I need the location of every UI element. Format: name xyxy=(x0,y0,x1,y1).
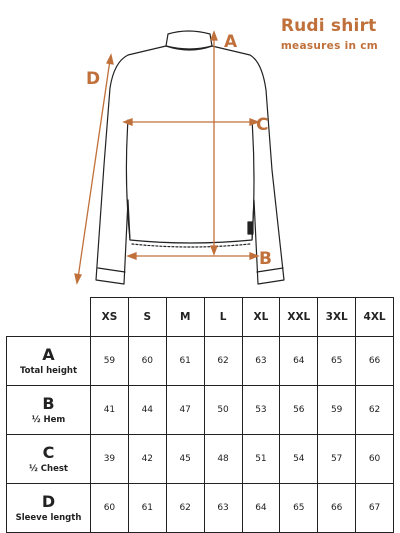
size-xl: XL xyxy=(242,298,280,337)
table-cell: 54 xyxy=(280,435,318,484)
size-3xl: 3XL xyxy=(318,298,356,337)
table-cell: 65 xyxy=(318,337,356,386)
table-cell: 57 xyxy=(318,435,356,484)
table-cell: 50 xyxy=(204,386,242,435)
table-cell: 48 xyxy=(204,435,242,484)
row-header-b xyxy=(7,386,91,435)
row-header-d xyxy=(7,484,91,533)
table-cell: 64 xyxy=(242,484,280,533)
table-cell: 39 xyxy=(91,435,129,484)
table-row xyxy=(7,337,394,386)
table-cell: 47 xyxy=(166,386,204,435)
table-cell: 60 xyxy=(128,337,166,386)
row-label: ½ Hem xyxy=(31,415,66,425)
table-row xyxy=(7,435,394,484)
table-cell: 67 xyxy=(356,484,394,533)
table-cell: 53 xyxy=(242,386,280,435)
table-cell: 62 xyxy=(204,337,242,386)
row-letter: C xyxy=(42,443,55,462)
table-cell: 66 xyxy=(318,484,356,533)
size-xxl: XXL xyxy=(280,298,318,337)
table-row xyxy=(7,386,394,435)
row-header-a xyxy=(7,337,91,386)
label-d: D xyxy=(86,69,101,89)
table-cell: 61 xyxy=(166,337,204,386)
table-cell: 42 xyxy=(128,435,166,484)
table-cell: 60 xyxy=(356,435,394,484)
table-cell: 41 xyxy=(91,386,129,435)
table-cell: 56 xyxy=(280,386,318,435)
corner-cell xyxy=(7,298,91,337)
table-cell: 45 xyxy=(166,435,204,484)
size-4xl: 4XL xyxy=(356,298,394,337)
row-letter: A xyxy=(42,345,55,364)
row-letter: B xyxy=(42,394,55,413)
table-cell: 51 xyxy=(242,435,280,484)
table-cell: 60 xyxy=(91,484,129,533)
size-table xyxy=(6,297,394,533)
size-s: S xyxy=(128,298,166,337)
table-cell: 62 xyxy=(166,484,204,533)
row-header-c xyxy=(7,435,91,484)
table-cell: 63 xyxy=(204,484,242,533)
label-a: A xyxy=(224,32,238,52)
row-label: Sleeve length xyxy=(15,513,82,523)
row-label: Total height xyxy=(19,366,78,376)
table-cell: 65 xyxy=(280,484,318,533)
label-c: C xyxy=(256,115,269,135)
shirt-outline-icon xyxy=(96,31,284,284)
size-xs: XS xyxy=(91,298,129,337)
table-cell: 44 xyxy=(128,386,166,435)
page-subtitle: measures in cm xyxy=(280,40,378,52)
size-header-row xyxy=(7,298,394,337)
table-cell: 59 xyxy=(91,337,129,386)
page-title: Rudi shirt xyxy=(280,16,377,36)
table-cell: 63 xyxy=(242,337,280,386)
label-b: B xyxy=(259,249,272,269)
table-cell: 64 xyxy=(280,337,318,386)
size-m: M xyxy=(166,298,204,337)
table-row xyxy=(7,484,394,533)
table-cell: 61 xyxy=(128,484,166,533)
measure-lines xyxy=(75,32,258,283)
row-letter: D xyxy=(41,492,56,511)
table-cell: 66 xyxy=(356,337,394,386)
table-cell: 59 xyxy=(318,386,356,435)
row-label: ½ Chest xyxy=(29,464,68,474)
size-l: L xyxy=(204,298,242,337)
table-cell: 62 xyxy=(356,386,394,435)
